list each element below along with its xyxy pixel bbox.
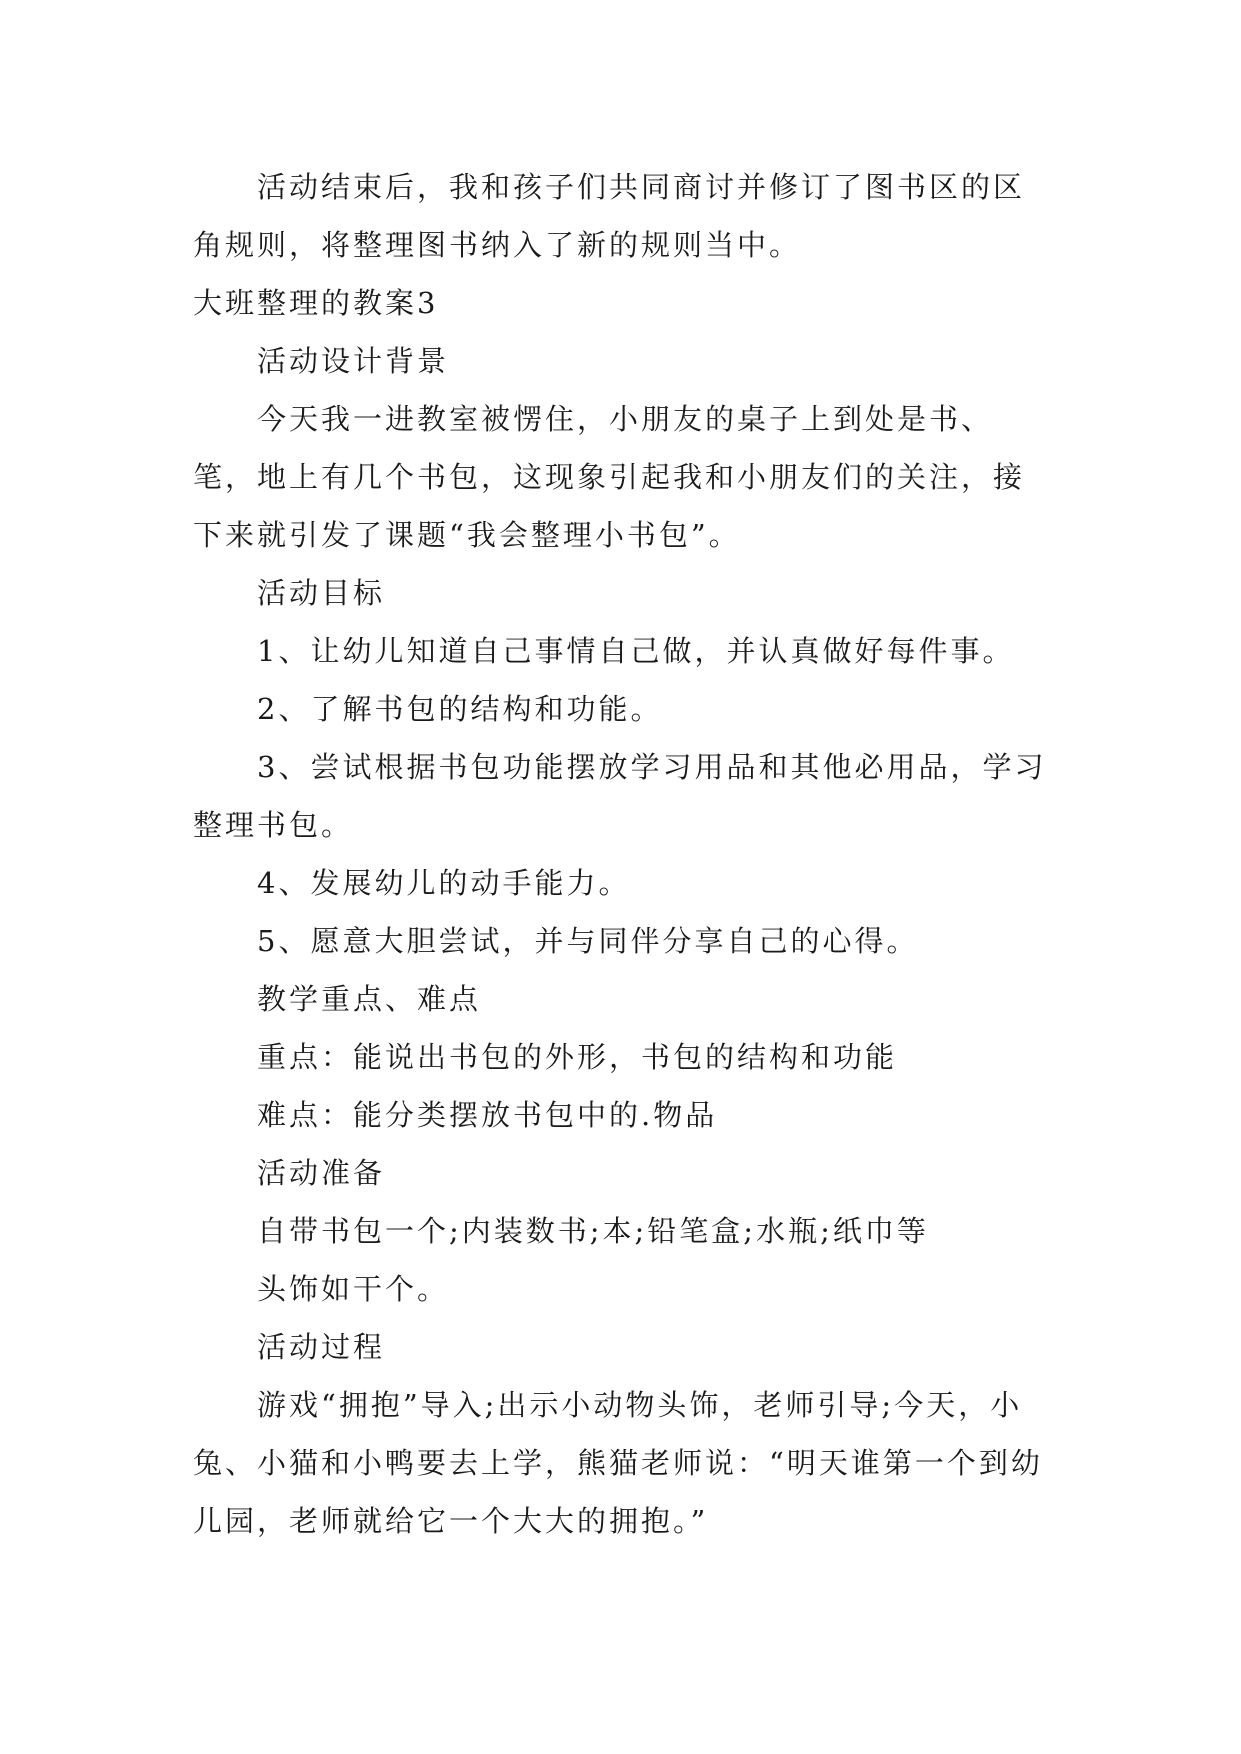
- goal-item-3: 3、尝试根据书包功能摆放学习用品和其他必用品，学习整理书包。: [193, 750, 1047, 842]
- difficult-point: 难点：能分类摆放书包中的.物品: [257, 1098, 718, 1132]
- subheading-design-background: 活动设计背景: [257, 344, 450, 378]
- subheading-activity-process: 活动过程: [257, 1330, 386, 1364]
- subheading-activity-goals: 活动目标: [257, 576, 386, 610]
- goal-item-4: 4、发展幼儿的动手能力。: [257, 866, 631, 900]
- subheading-activity-preparation: 活动准备: [257, 1156, 386, 1190]
- paragraph-activity-conclusion: 活动结束后，我和孩子们共同商讨并修订了图书区的区角规则，将整理图书纳入了新的规则当中。: [193, 170, 1026, 262]
- section-title-lesson-plan-3: 大班整理的教案3: [193, 286, 439, 320]
- paragraph-process-intro: 游戏“拥抱”导入;出示小动物头饰，老师引导;今天，小兔、小猫和小鸭要去上学，熊猫老师说：“明天谁第一个到幼儿园，老师就给它一个大大的拥抱。”: [193, 1388, 1043, 1538]
- paragraph-background: 今天我一进教室被愣住，小朋友的桌子上到处是书、笔，地上有几个书包，这现象引起我和小朋友们的关注，接下来就引发了课题“我会整理小书包”。: [193, 402, 1026, 552]
- goal-item-2: 2、了解书包的结构和功能。: [257, 692, 663, 726]
- subheading-key-difficult-points: 教学重点、难点: [257, 982, 482, 1016]
- key-point: 重点：能说出书包的外形，书包的结构和功能: [257, 1040, 898, 1074]
- preparation-headwear: 头饰如干个。: [257, 1272, 450, 1306]
- preparation-materials: 自带书包一个;内装数书;本;铅笔盒;水瓶;纸巾等: [257, 1214, 929, 1248]
- goal-item-5: 5、愿意大胆尝试，并与同伴分享自己的心得。: [257, 924, 919, 958]
- document-body: [193, 158, 1053, 1550]
- goal-item-1: 1、让幼儿知道自己事情自己做，并认真做好每件事。: [257, 634, 1015, 668]
